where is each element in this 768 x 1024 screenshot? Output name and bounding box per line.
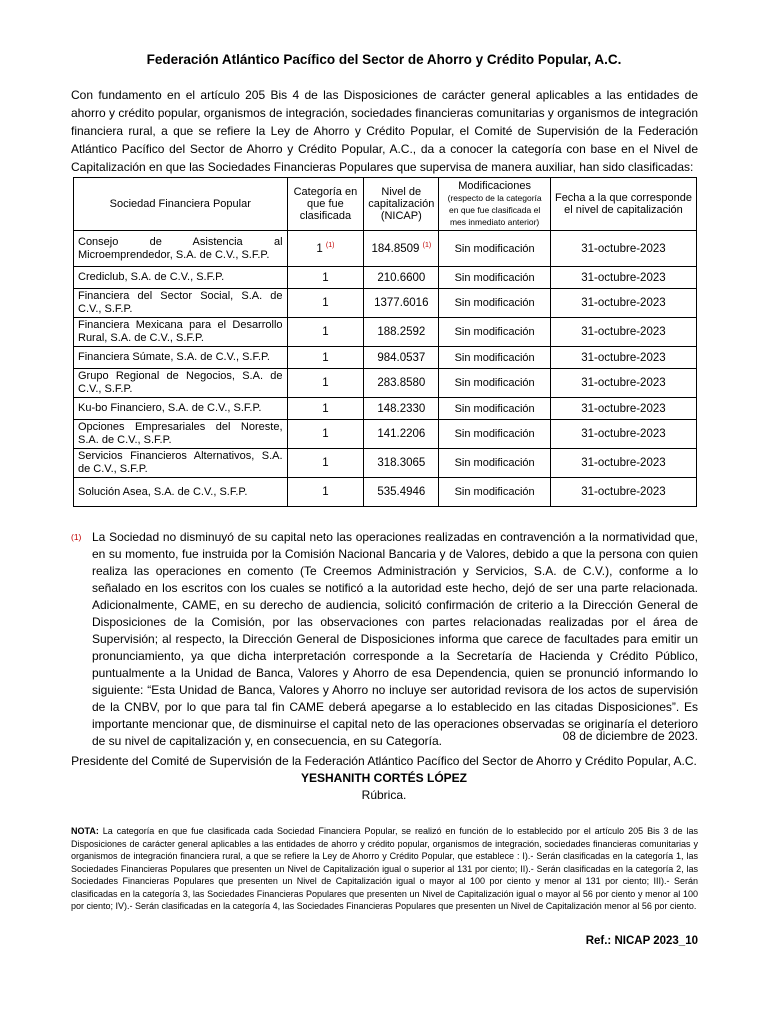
cell-sociedad: Grupo Regional de Negocios, S.A. de C.V., S.F.P. <box>74 369 288 398</box>
cell-sociedad: Opciones Empresariales del Noreste, S.A. de C.V., S.F.P. <box>74 420 288 449</box>
document-title: Federación Atlántico Pacífico del Sector de Ahorro y Crédito Popular, A.C. <box>146 52 622 67</box>
cell-sociedad: Financiera Súmate, S.A. de C.V., S.F.P. <box>74 347 288 369</box>
cell-nicap <box>364 289 439 318</box>
table-row <box>74 420 697 449</box>
cell-nicap <box>364 398 439 420</box>
cell-categoria <box>287 231 364 267</box>
footnote-reference: (1) <box>422 242 432 250</box>
cell-categoria <box>287 318 364 347</box>
cell-fecha: 31-octubre-2023 <box>550 449 696 478</box>
table-row <box>74 347 697 369</box>
cell-modificacion: Sin modificación <box>439 231 551 267</box>
cell-fecha: 31-octubre-2023 <box>550 420 696 449</box>
cell-categoria-value: 1 <box>322 428 329 440</box>
cell-fecha: 31-octubre-2023 <box>550 369 696 398</box>
cell-categoria-value: 1 <box>316 242 323 255</box>
header-nivel: Nivel de capitalización (NICAP) <box>364 178 439 231</box>
cell-nicap <box>364 318 439 347</box>
table-row <box>74 318 697 347</box>
table-body <box>74 231 697 507</box>
cell-sociedad: Ku-bo Financiero, S.A. de C.V., S.F.P. <box>74 398 288 420</box>
cell-modificacion: Sin modificación <box>439 267 551 289</box>
cell-categoria <box>287 267 364 289</box>
cell-categoria <box>287 449 364 478</box>
cell-modificacion: Sin modificación <box>439 369 551 398</box>
footnote-mark: (1) <box>71 532 82 542</box>
nota-label: NOTA: <box>71 826 99 836</box>
cell-nicap-value: 188.2592 <box>377 326 426 338</box>
cell-categoria <box>287 420 364 449</box>
intro-paragraph: Con fundamento en el artículo 205 Bis 4 de las Disposiciones de carácter general aplicables a las entidades de ahorro y crédito popular, organismos de integración, sociedades financieras comunitarias y organismos de integración financiera rural, a que se refiere la Ley de Ahorro y Crédito Popular, el Comité de Supervisión de la Federación Atlántico Pacífico del Sector de Ahorro y Crédito Popular, A.C., da a conocer la categoría con base en el Nivel de Capitalización en que las Sociedades Financieras Populares que supervisa de manera auxiliar, han sido clasificadas: <box>71 88 699 174</box>
cell-fecha: 31-octubre-2023 <box>550 318 696 347</box>
cell-nicap <box>364 449 439 478</box>
cell-categoria <box>287 347 364 369</box>
cell-categoria-value: 1 <box>322 402 329 415</box>
cell-modificacion: Sin modificación <box>439 398 551 420</box>
cell-nicap <box>364 347 439 369</box>
cell-categoria <box>287 289 364 318</box>
cell-nicap <box>364 420 439 449</box>
cell-categoria <box>287 398 364 420</box>
cell-nicap <box>364 231 439 267</box>
cell-categoria-value: 1 <box>322 377 329 389</box>
cell-modificacion: Sin modificación <box>439 449 551 478</box>
table-row <box>74 231 697 267</box>
cell-nicap-value: 184.8509 <box>371 242 420 255</box>
cell-modificacion: Sin modificación <box>439 347 551 369</box>
cell-nicap-value: 283.8580 <box>377 377 426 389</box>
cell-categoria <box>287 478 364 507</box>
header-modificaciones-label: Modificaciones <box>458 180 531 192</box>
cell-categoria <box>287 369 364 398</box>
cell-sociedad: Servicios Financieros Alternativos, S.A. de C.V., S.F.P. <box>74 449 288 478</box>
cell-nicap <box>364 369 439 398</box>
cell-fecha: 31-octubre-2023 <box>550 347 696 369</box>
cell-fecha: 31-octubre-2023 <box>550 267 696 289</box>
cell-categoria-value: 1 <box>322 297 329 309</box>
cell-nicap-value: 535.4946 <box>377 486 426 498</box>
cell-categoria-value: 1 <box>322 457 329 469</box>
cell-modificacion: Sin modificación <box>439 478 551 507</box>
table-row <box>74 398 697 420</box>
cell-nicap-value: 318.3065 <box>377 457 426 469</box>
classification-table <box>73 177 697 507</box>
header-modificaciones-note: (respecto de la categoría en que fue clasificada el mes inmediato anterior) <box>447 193 542 227</box>
cell-sociedad: Financiera del Sector Social, S.A. de C.V., S.F.P. <box>74 289 288 318</box>
cell-fecha: 31-octubre-2023 <box>550 231 696 267</box>
table-header-row <box>74 178 697 231</box>
cell-nicap-value: 1377.6016 <box>374 297 429 309</box>
reference-code: Ref.: NICAP 2023_10 <box>585 935 698 947</box>
cell-categoria-value: 1 <box>322 486 329 498</box>
cell-modificacion: Sin modificación <box>439 318 551 347</box>
header-modificaciones <box>439 178 551 231</box>
cell-categoria-value: 1 <box>322 326 329 338</box>
cell-nicap-value: 210.6600 <box>377 271 426 284</box>
cell-nicap <box>364 267 439 289</box>
cell-fecha: 31-octubre-2023 <box>550 478 696 507</box>
signature-rubrica: Rúbrica. <box>361 788 407 802</box>
cell-sociedad: Crediclub, S.A. de C.V., S.F.P. <box>74 267 288 289</box>
cell-sociedad: Consejo de Asistencia al Microemprendedor, S.A. de C.V., S.F.P. <box>74 231 288 267</box>
cell-fecha: 31-octubre-2023 <box>550 398 696 420</box>
cell-sociedad: Solución Asea, S.A. de C.V., S.F.P. <box>74 478 288 507</box>
signatory-name: YESHANITH CORTÉS LÓPEZ <box>300 771 467 785</box>
cell-fecha: 31-octubre-2023 <box>550 289 696 318</box>
cell-sociedad: Financiera Mexicana para el Desarrollo Rural, S.A. de C.V., S.F.P. <box>74 318 288 347</box>
header-fecha: Fecha a la que corresponde el nivel de capitalización <box>550 178 696 231</box>
cell-nicap-value: 148.2330 <box>377 402 426 415</box>
cell-categoria-value: 1 <box>322 351 329 364</box>
nota-text: La categoría en que fue clasificada cada Sociedad Financiera Popular, se realizó en función de lo establecido por el artículo 205 Bis 3 de las Disposiciones de carácter general aplicables a las entidades de ahorro y crédito popular, organismos de integración, sociedades financieras comunitarias y organismos de integración financiera rural, a que se refiere la Ley de Ahorro y Crédito Popular, que establece : I).- Serán clasificadas en la categoría 1, las Sociedades Financieras Populares que presenten un Nivel de Capitalización igual o superior al 131 por ciento; II).- Serán clasificadas en la categoría 2, las Sociedades Financieras Populares que presenten un Nivel de Capitalización igual o mayor al 100 por ciento y menor al 131 por ciento; III).- Serán clasificadas en la categoría 3, las Sociedades Financieras Populares que presenten un Nivel de Capitalización igual o mayor al 56 por ciento y menor al 100 por ciento; IV).- Serán clasificadas en la categoría 4, las Sociedades Financieras Populares que presenten un Nivel de Capitalización menor al 56 por ciento. <box>71 826 698 911</box>
table-row <box>74 449 697 478</box>
footnote <box>71 529 698 750</box>
header-sociedad: Sociedad Financiera Popular <box>74 178 288 231</box>
footnote-text: La Sociedad no disminuyó de su capital neto las operaciones realizadas en contravención a la normatividad que, en su momento, fue instruida por la Comisión Nacional Bancaria y de Valores, debido a que la persona con quien realiza las operaciones en comento (Te Creemos Administración y Servicios, S.A. de C.V.), conforme a lo señalado en los escritos con los cuales se notificó a la autoridad este hecho, dejó de ser una parte relacionada. Adicionalmente, CAME, en su derecho de audiencia, solicitó confirmación de criterio a la Dirección General de Disposiciones de la Comisión, por las observaciones con partes relacionadas realizadas por el área de Supervisión; al respecto, la Dirección General de Disposiciones informa que carece de facultades para emitir un pronunciamiento, ya que dicha interpretación corresponde a la Secretaría de Hacienda y Crédito Público, puntualmente a la Unidad de Banca, Valores y Ahorro de esa Dependencia, quien se pronunció informando lo siguiente: “Esta Unidad de Banca, Valores y Ahorro no incluye ser autoridad revisora de los actos de supervisión de la CNBV, por lo que para tal fin CAME deberá apegarse a lo establecido en las citadas Disposiciones”. Es importante mencionar que, de disminuirse el capital neto de las operaciones observadas se originaría el deterioro de su nivel de capitalización y, en consecuencia, en su Categoría. <box>92 530 698 748</box>
table-row <box>74 369 697 398</box>
table-row <box>74 478 697 507</box>
cell-nicap <box>364 478 439 507</box>
signatory-role: Presidente del Comité de Supervisión de la Federación Atlántico Pacífico del Sector de Ahorro y Crédito Popular, A.C. <box>71 754 697 768</box>
cell-categoria-value: 1 <box>322 271 329 284</box>
document-date: 08 de diciembre de 2023. <box>562 729 698 743</box>
cell-modificacion: Sin modificación <box>439 420 551 449</box>
cell-nicap-value: 984.0537 <box>377 351 426 364</box>
cell-nicap-value: 141.2206 <box>377 428 426 440</box>
footnote-reference: (1) <box>325 242 335 250</box>
cell-modificacion: Sin modificación <box>439 289 551 318</box>
header-categoria: Categoría en que fue clasificada <box>287 178 364 231</box>
nota-paragraph <box>71 825 698 913</box>
table-row <box>74 267 697 289</box>
table-row <box>74 289 697 318</box>
